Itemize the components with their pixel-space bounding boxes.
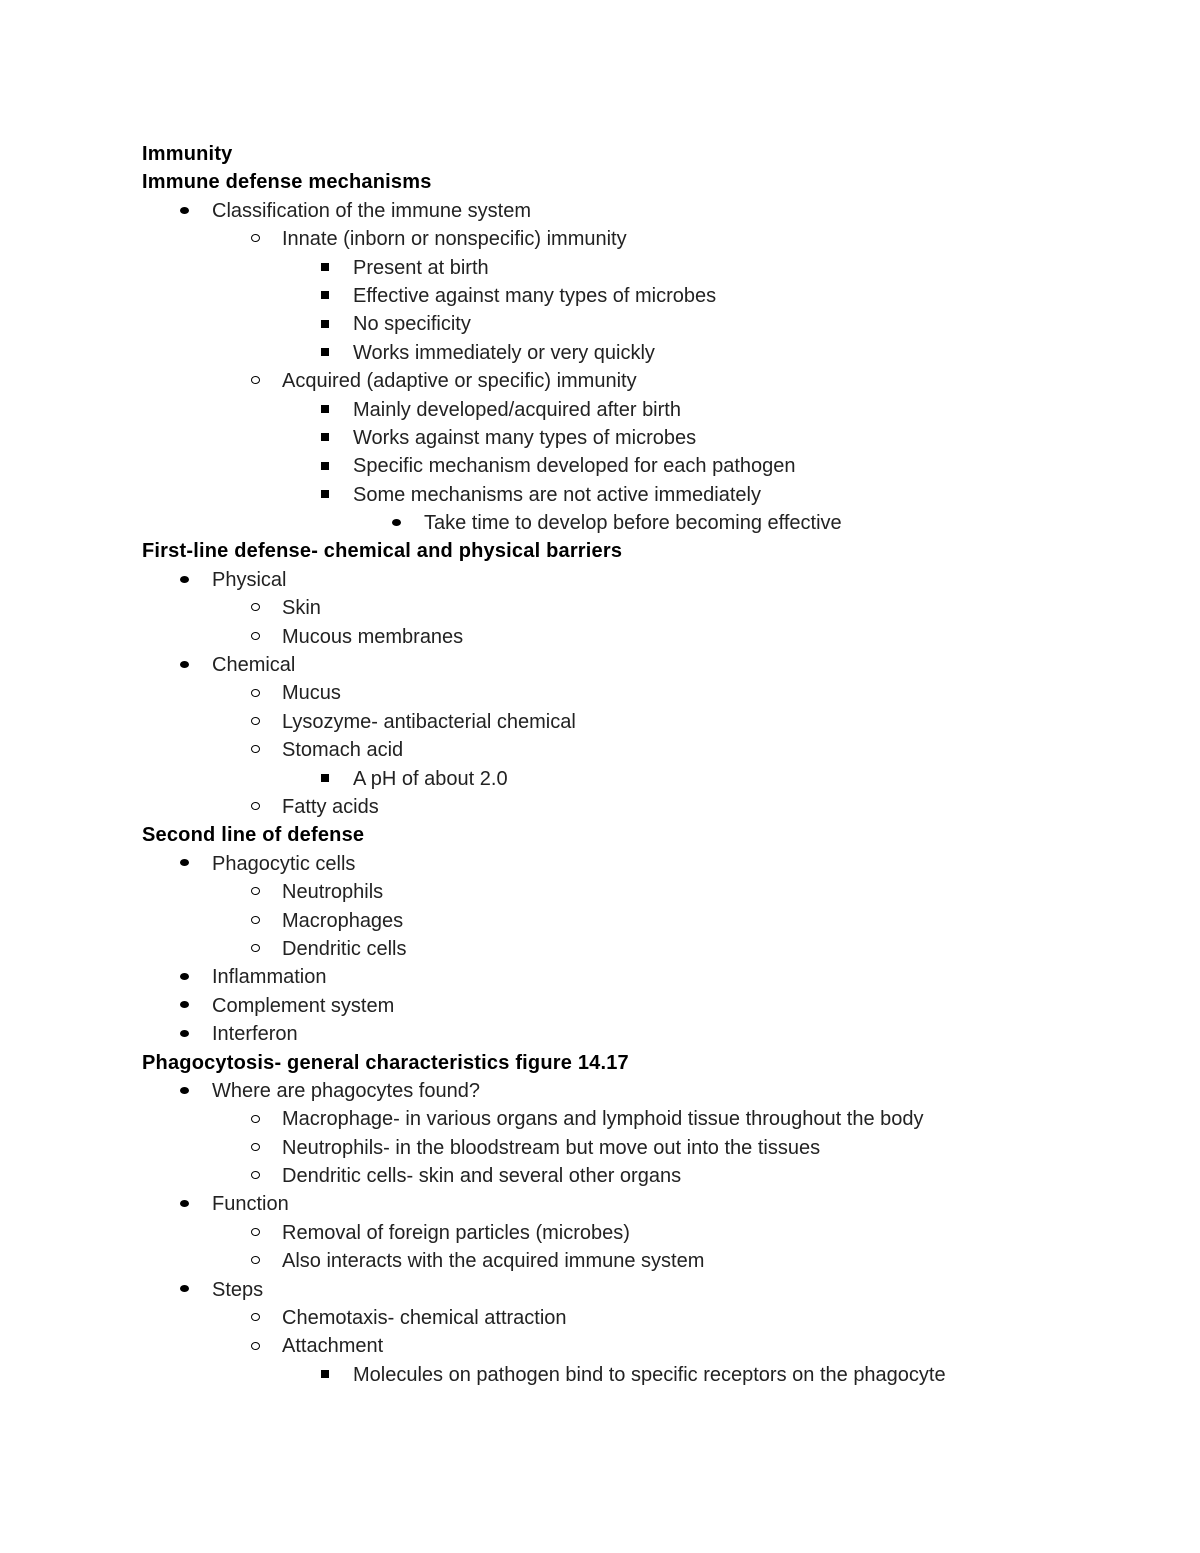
bullet-dot-icon [174, 1077, 194, 1105]
bullet-circle-icon [245, 1162, 265, 1190]
section-heading: First-line defense- chemical and physical barriers [142, 540, 623, 563]
list-item [142, 1162, 1142, 1190]
list-item [142, 509, 1142, 537]
list-item [142, 935, 1142, 963]
section-heading: Immunity [142, 143, 233, 165]
list-item-text: Where are phagocytes found? [212, 1079, 480, 1102]
list-item [142, 594, 1142, 622]
bullet-square-icon [315, 765, 335, 793]
list-item [142, 679, 1142, 707]
bullet-square-icon [315, 254, 335, 282]
bullet-square-icon [315, 424, 335, 452]
list-item-text: Inflammation [212, 966, 327, 989]
bullet-circle-icon [245, 225, 265, 253]
list-item [142, 254, 1142, 282]
bullet-dot-icon [174, 651, 194, 679]
list-item-text: Neutrophils [282, 881, 384, 904]
list-item-text: Mainly developed/acquired after birth [353, 398, 681, 421]
bullet-circle-icon [245, 793, 265, 821]
list-item-text: Phagocytic cells [212, 852, 356, 875]
bullet-square-icon [315, 310, 335, 338]
list-item-text: Steps [212, 1278, 264, 1301]
list-item-text: Molecules on pathogen bind to specific receptors on the phagocyte [353, 1363, 946, 1386]
bullet-circle-icon [245, 935, 265, 963]
list-item [142, 907, 1142, 935]
bullet-square-icon [315, 481, 335, 509]
list-item-text: Works immediately or very quickly [353, 341, 655, 364]
list-item [142, 1219, 1142, 1247]
list-item-text: Mucous membranes [282, 625, 464, 648]
bullet-circle-icon [245, 1332, 265, 1360]
list-item [142, 963, 1142, 991]
bullet-square-icon [315, 452, 335, 480]
list-item [142, 225, 1142, 253]
list-item-text: Chemical [212, 654, 296, 677]
list-item [142, 1361, 1142, 1389]
bullet-dot-icon [386, 509, 406, 537]
list-item [142, 651, 1142, 679]
list-item-text: Removal of foreign particles (microbes) [282, 1221, 630, 1244]
list-item [142, 1190, 1142, 1218]
bullet-dot-icon [174, 1020, 194, 1048]
list-item [142, 367, 1142, 395]
list-item-text: Dendritic cells [282, 937, 407, 960]
bullet-square-icon [315, 1361, 335, 1389]
list-item-text: Dendritic cells- skin and several other organs [282, 1165, 682, 1188]
bullet-circle-icon [245, 1304, 265, 1332]
list-item-text: Complement system [212, 994, 395, 1017]
list-item [142, 736, 1142, 764]
list-item [142, 765, 1142, 793]
bullet-dot-icon [174, 850, 194, 878]
section-heading: Phagocytosis- general characteristics figure 14.17 [142, 1051, 629, 1074]
list-item-text: Take time to develop before becoming effective [424, 512, 842, 535]
list-item-text: Acquired (adaptive or specific) immunity [282, 370, 637, 393]
list-item [142, 197, 1142, 225]
section-heading: Immune defense mechanisms [142, 171, 432, 194]
list-item [142, 1247, 1142, 1275]
list-item [142, 1020, 1142, 1048]
list-item-text: Macrophage- in various organs and lymphoid tissue throughout the body [282, 1108, 924, 1131]
list-item-text: Stomach acid [282, 739, 404, 762]
list-item [142, 481, 1142, 509]
list-item-text: Classification of the immune system [212, 199, 532, 222]
bullet-circle-icon [245, 736, 265, 764]
list-item-text: A pH of about 2.0 [353, 767, 508, 790]
list-item-text: Mucus [282, 682, 341, 705]
bullet-circle-icon [245, 878, 265, 906]
bullet-dot-icon [174, 992, 194, 1020]
list-item-text: Works against many types of microbes [353, 426, 697, 449]
list-item [142, 310, 1142, 338]
list-item-text: Some mechanisms are not active immediately [353, 483, 761, 506]
list-item [142, 623, 1142, 651]
bullet-circle-icon [245, 1105, 265, 1133]
list-item-text: Specific mechanism developed for each pathogen [353, 455, 796, 478]
list-item [142, 1332, 1142, 1360]
list-item-text: Also interacts with the acquired immune system [282, 1250, 705, 1273]
list-item-text: Physical [212, 568, 287, 591]
list-item [142, 992, 1142, 1020]
list-item-text: Present at birth [353, 256, 489, 279]
list-item [142, 1304, 1142, 1332]
bullet-dot-icon [174, 1276, 194, 1304]
list-item [142, 424, 1142, 452]
document-body [142, 140, 1142, 1389]
list-item-text: Function [212, 1193, 289, 1216]
list-item-text: Chemotaxis- chemical attraction [282, 1307, 567, 1330]
bullet-circle-icon [245, 623, 265, 651]
list-item [142, 1105, 1142, 1133]
bullet-dot-icon [174, 963, 194, 991]
list-item [142, 708, 1142, 736]
list-item [142, 793, 1142, 821]
list-item [142, 566, 1142, 594]
list-item-text: No specificity [353, 313, 471, 336]
list-item-text: Innate (inborn or nonspecific) immunity [282, 228, 627, 251]
list-item-text: Neutrophils- in the bloodstream but move out into the tissues [282, 1136, 821, 1159]
list-item [142, 1134, 1142, 1162]
section-heading: Second line of defense [142, 824, 365, 847]
bullet-circle-icon [245, 1247, 265, 1275]
list-item-text: Effective against many types of microbes [353, 284, 717, 307]
list-item-text: Macrophages [282, 909, 404, 932]
bullet-dot-icon [174, 566, 194, 594]
bullet-dot-icon [174, 1190, 194, 1218]
list-item [142, 1276, 1142, 1304]
list-item [142, 850, 1142, 878]
list-item [142, 339, 1142, 367]
bullet-square-icon [315, 339, 335, 367]
list-item [142, 1077, 1142, 1105]
list-item-text: Attachment [282, 1335, 384, 1358]
bullet-dot-icon [174, 197, 194, 225]
list-item-text: Interferon [212, 1023, 298, 1046]
list-item [142, 282, 1142, 310]
bullet-circle-icon [245, 907, 265, 935]
bullet-circle-icon [245, 679, 265, 707]
list-item [142, 396, 1142, 424]
list-item-text: Lysozyme- antibacterial chemical [282, 710, 576, 733]
list-item [142, 878, 1142, 906]
bullet-circle-icon [245, 1134, 265, 1162]
bullet-circle-icon [245, 594, 265, 622]
bullet-circle-icon [245, 708, 265, 736]
bullet-circle-icon [245, 367, 265, 395]
bullet-circle-icon [245, 1219, 265, 1247]
list-item-text: Fatty acids [282, 795, 379, 818]
list-item [142, 452, 1142, 480]
list-item-text: Skin [282, 597, 321, 620]
bullet-square-icon [315, 396, 335, 424]
bullet-square-icon [315, 282, 335, 310]
